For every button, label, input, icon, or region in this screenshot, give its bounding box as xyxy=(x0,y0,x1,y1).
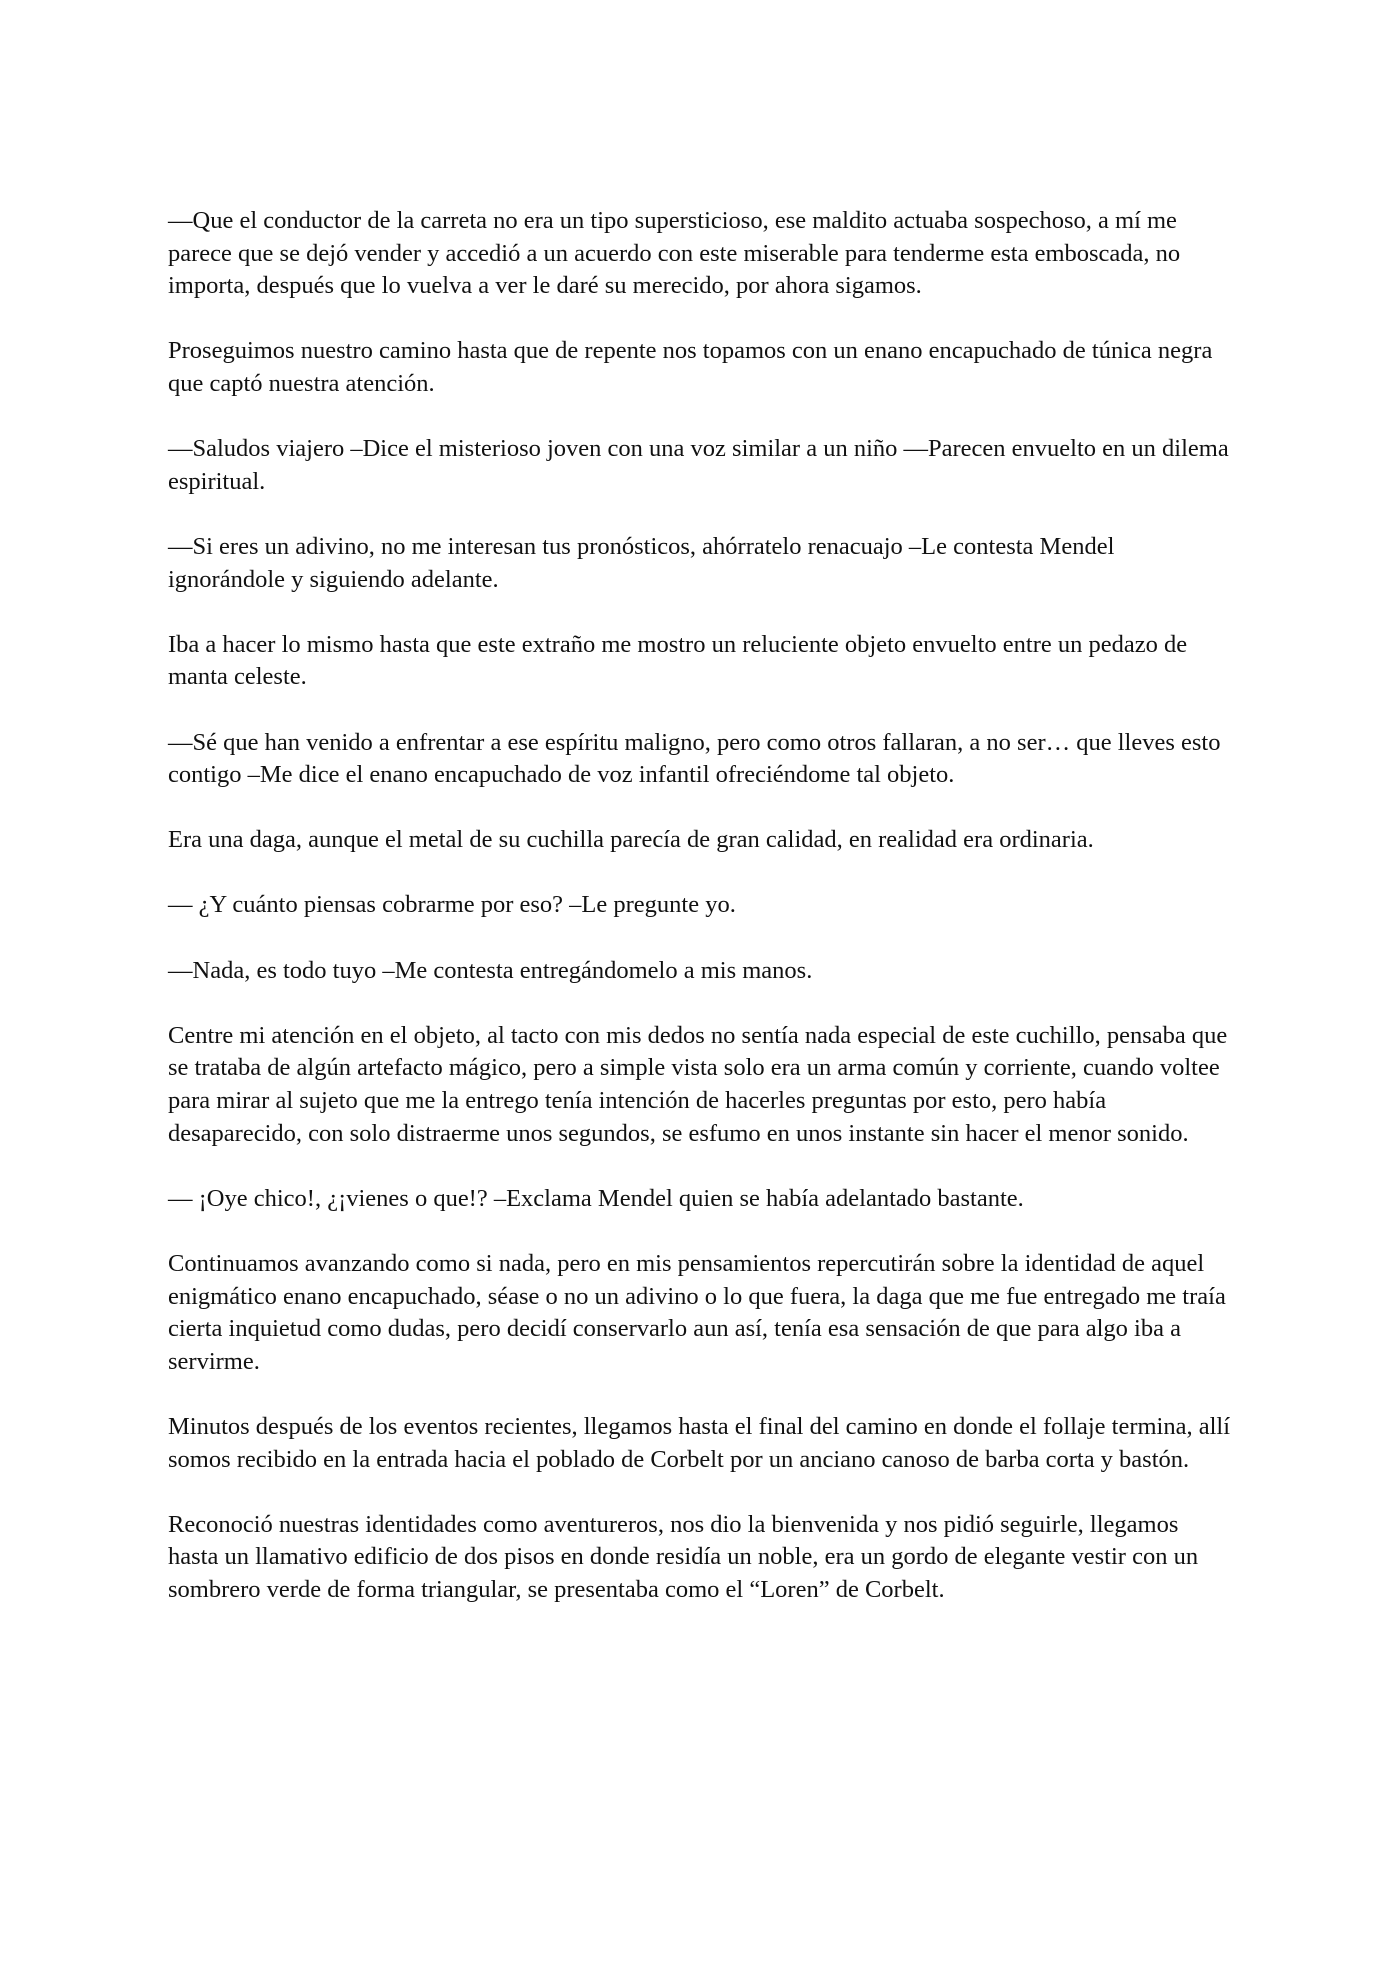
paragraph-3: —Saludos viajero –Dice el misterioso joven con una voz similar a un niño —Parecen envuelto en un dilema espiritual. xyxy=(168,435,1229,495)
paragraph-8: — ¿Y cuánto piensas cobrarme por eso? –Le pregunte yo. xyxy=(168,891,736,919)
paragraph-5: Iba a hacer lo mismo hasta que este extraño me mostro un reluciente objeto envuelto entre un pedazo de manta celeste. xyxy=(168,630,1188,691)
paragraph-2: Proseguimos nuestro camino hasta que de repente nos topamos con un enano encapuchado de túnica negra que captó nuestra atención. xyxy=(168,337,1213,397)
paragraph-9: —Nada, es todo tuyo –Me contesta entregándomelo a mis manos. xyxy=(168,956,813,984)
paragraph-4: —Si eres un adivino, no me interesan tus pronósticos, ahórratelo renacuajo –Le contesta Mendel ignorándole y siguiendo adelante. xyxy=(168,532,1115,593)
paragraph-1: —Que el conductor de la carreta no era un tipo supersticioso, ese maldito actuaba sospechoso, a mí me parece que se dejó vender y accedió a un acuerdo con este miserable para tenderme esta emboscada, no importa, después que lo vuelva a ver le daré su merecido, por ahora sigamos. xyxy=(168,207,1181,300)
paragraph-12: Continuamos avanzando como si nada, pero en mis pensamientos repercutirán sobre la identidad de aquel enigmático enano encapuchado, séase o no un adivino o lo que fuera, la daga que me fue entregado me traía cierta inquietud como dudas, pero decidí conservarlo aun así, tenía esa sensación de que para algo iba a servirme. xyxy=(168,1250,1226,1375)
text-body xyxy=(168,205,1234,1639)
paragraph-7: Era una daga, aunque el metal de su cuchilla parecía de gran calidad, en realidad era ordinaria. xyxy=(168,826,1094,854)
paragraph-14: Reconoció nuestras identidades como aventureros, nos dio la bienvenida y nos pidió seguirle, llegamos hasta un llamativo edificio de dos pisos en donde residía un noble, era un gordo de elegante vestir con un sombrero verde de forma triangular, se presentaba como el “Loren” de Corbelt. xyxy=(168,1510,1199,1603)
paragraph-13: Minutos después de los eventos recientes, llegamos hasta el final del camino en donde el follaje termina, allí somos recibido en la entrada hacia el poblado de Corbelt por un anciano canoso de barba corta y bastón. xyxy=(168,1412,1231,1473)
paragraph-6: —Sé que han venido a enfrentar a ese espíritu maligno, pero como otros fallaran, a no ser… que lleves esto contigo –Me dice el enano encapuchado de voz infantil ofreciéndome tal objeto. xyxy=(168,728,1221,789)
paragraph-10: Centre mi atención en el objeto, al tacto con mis dedos no sentía nada especial de este cuchillo, pensaba que se trataba de algún artefacto mágico, pero a simple vista solo era un arma común y corriente, cuando voltee para mirar al sujeto que me la entrego tenía intención de hacerles preguntas por esto, pero había desaparecido, con solo distraerme unos segundos, se esfumo en unos instante sin hacer el menor sonido. xyxy=(168,1021,1228,1147)
paragraph-11: — ¡Oye chico!, ¿¡vienes o que!? –Exclama Mendel quien se había adelantado bastante. xyxy=(168,1184,1024,1212)
